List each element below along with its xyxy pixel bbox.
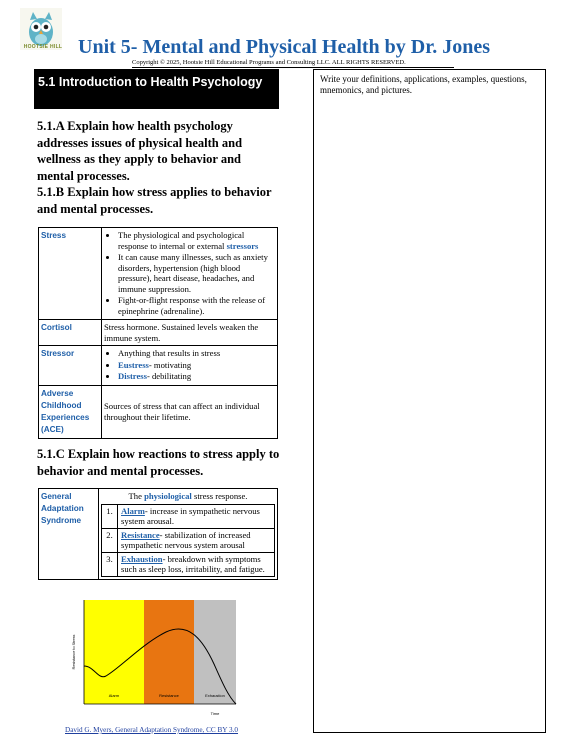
vocabulary-table — [38, 227, 278, 439]
gas-intro: The physiological stress response. — [128, 491, 248, 501]
table-row — [39, 228, 278, 320]
gas-stage-alarm: 1. Alarm- increase in sympathetic nervous system arousal. — [102, 504, 275, 528]
term-stressor: Stressor — [39, 346, 102, 386]
list-item: • Anything that results in stress — [118, 348, 275, 359]
objective-5-1-a: 5.1.A Explain how health psychology addresses issues of physical health and wellness as they apply to behavior and mental processes. — [37, 119, 243, 183]
list-item: • It can cause many illnesses, such as anxiety disorders, hypertension (high blood pressure), heart disease, headaches, and immune suppression. — [118, 252, 275, 294]
phase-label-alarm: Alarm — [108, 693, 120, 698]
title-divider — [132, 67, 454, 68]
x-axis-label: Time — [210, 711, 220, 716]
definition-cortisol: Stress hormone. Sustained levels weaken the immune system. — [102, 320, 278, 346]
gas-stage-resistance: 2. Resistance- stabilization of increased sympathetic nervous system arousal — [102, 528, 275, 552]
highlight-eustress: Eustress — [118, 359, 149, 370]
table-row — [39, 385, 278, 438]
term-cortisol: Cortisol — [39, 320, 102, 346]
term-ace: Adverse Childhood Experiences (ACE) — [39, 385, 102, 438]
definition-gas — [99, 489, 278, 580]
gas-stage-exhaustion: 3. Exhaustion- breakdown with symptoms such as sleep loss, irritability, and fatigue. — [102, 552, 275, 576]
y-axis-label: Resistance to Stress — [72, 634, 76, 670]
image-credit-link[interactable]: David G. Myers, General Adaptation Syndrome, CC BY 3.0 — [65, 726, 239, 734]
page-title: Unit 5- Mental and Physical Health by Dr. Jones — [78, 36, 491, 58]
objective-5-1-c: 5.1.C Explain how reactions to stress apply to behavior and mental processes. — [37, 447, 280, 478]
gas-table — [38, 488, 278, 580]
term-gas: General Adaptation Syndrome — [39, 489, 99, 580]
notes-box[interactable] — [313, 69, 546, 733]
highlight-distress: Distress — [118, 371, 147, 381]
list-item: • The physiological and psychological response to internal or external stressors — [118, 230, 275, 251]
phase-band-exhaustion — [194, 600, 236, 704]
definition-ace: Sources of stress that can affect an individual throughout their lifetime. — [102, 385, 278, 438]
list-item: • Fight-or-flight response with the release of epinephrine (adrenaline). — [118, 295, 275, 316]
notes-prompt: Write your definitions, applications, examples, questions, mnemonics, and pictures. — [320, 74, 527, 95]
phase-band-resistance — [144, 600, 194, 704]
gas-chart — [70, 598, 250, 718]
table-row — [39, 346, 278, 386]
phase-band-alarm — [84, 600, 144, 704]
phase-label-resistance: Resistance — [159, 693, 179, 698]
stage-name-resistance: Resistance — [121, 529, 160, 540]
section-heading: 5.1 Introduction to Health Psychology — [34, 69, 279, 109]
copyright-notice: Copyright © 2025, Hootsie Hill Educational Programs and Consulting LLC. ALL RIGHTS RESERVED. — [132, 59, 406, 66]
highlight-stressors: stressors — [226, 240, 259, 251]
gas-stages — [101, 504, 275, 577]
objective-5-1-b: 5.1.B Explain how stress applies to behavior and mental processes. — [37, 185, 272, 216]
list-item: • Eustress- motivating — [118, 360, 275, 371]
highlight-physiological: physiological — [144, 491, 192, 501]
phase-label-exhaustion: Exhaustion — [205, 693, 225, 698]
definition-stressor — [102, 346, 278, 386]
term-stress: Stress — [39, 228, 102, 320]
table-row — [39, 489, 278, 580]
list-item: • Distress- debilitating — [118, 371, 275, 382]
table-row — [39, 320, 278, 346]
stage-name-exhaustion: Exhaustion — [121, 553, 163, 564]
stage-name-alarm: Alarm — [121, 505, 145, 516]
definition-stress — [102, 228, 278, 320]
logo-text: HOOTSIE HILL — [23, 44, 63, 50]
